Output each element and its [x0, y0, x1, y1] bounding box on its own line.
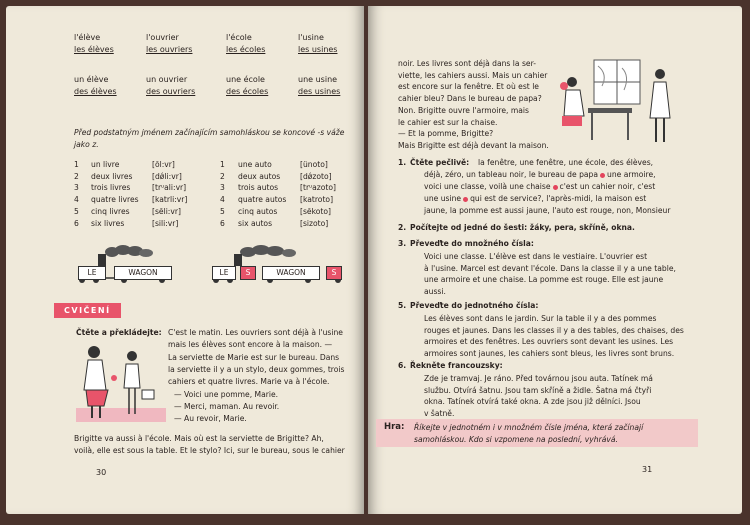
vocab-plural: les ouvriers — [146, 45, 193, 54]
exercise-line: — Voici une pomme, Marie. — [174, 389, 279, 399]
number-digit: 5 — [74, 206, 79, 216]
bullet-dot-icon — [463, 197, 468, 202]
bottom-line-1: Brigitte va aussi à l'école. Mais où est la serviette de Brigitte? Ah, — [74, 434, 324, 443]
ex6-number: 6. — [398, 361, 407, 370]
number-word: quatre livres — [91, 195, 139, 205]
number-ipa: [sẽkoto] — [300, 206, 331, 216]
ex1-line-5: jaune, la pomme est aussi jaune, l'auto est rouge, non, Monsieur — [424, 206, 671, 215]
exercise-line: La serviette de Marie est sur le bureau. Dans — [168, 352, 340, 362]
hra-line-1: Říkejte v jednotném i v množném čísle jména, která začínají — [414, 423, 644, 432]
train-car-s: S — [240, 266, 256, 280]
ex6-line: službu. Otvírá šatnu. Jsou tam skříně a židle. Šatna má čtyři — [424, 385, 652, 395]
ex3-line: une armoire et une chaise. La pomme est rouge. Elle est jaune — [424, 275, 664, 285]
right-page — [368, 6, 742, 514]
train-car-wagon: WAGON — [262, 266, 320, 280]
left-page — [6, 6, 364, 514]
ex3-line: aussi. — [424, 286, 446, 296]
train-car-s: S — [326, 266, 342, 280]
exercise-line: la serviette il y a un stylo, deux gommes, trois — [168, 364, 345, 374]
ex1-text: c'est un cahier noir, c'est — [559, 182, 656, 191]
number-word: un livre — [91, 160, 120, 169]
number-ipa: [trᵘazoto] — [300, 183, 337, 193]
ex1-line-4 — [424, 193, 646, 204]
ex1-text: une usine — [424, 194, 462, 203]
number-ipa: [dǿli:vr] — [152, 171, 182, 181]
number-word: trois autos — [238, 183, 279, 193]
number-ipa: [katrli:vr] — [152, 195, 188, 205]
ex2-title: Počítejte od jedné do šesti: žáky, pera, skříně, okna. — [410, 223, 635, 232]
vocab-singular: l'ouvrier — [146, 33, 179, 42]
exercise-line: cahiers et quatre livres. Marie va à l'école. — [168, 377, 330, 387]
exercise-line: — Merci, maman. Au revoir. — [174, 401, 280, 411]
ex6-line: okna. Tatínek otvírá také okna. A zde jsou již dělníci. Jsou — [424, 397, 641, 407]
intro-line: cahier bleu? Dans le bureau de papa? — [398, 94, 542, 104]
intro-line: Mais Brigitte est déjà devant la maison. — [398, 140, 549, 150]
vocab-plural-indef: des ouvriers — [146, 87, 196, 96]
intro-line: est encore sur la fenêtre. Et où est le — [398, 82, 539, 92]
vocab-plural: les élèves — [74, 45, 114, 54]
exercise-line: mais les élèves sont encore à la maison. — — [168, 340, 333, 350]
exercise-line: C'est le matin. Les ouvriers sont déjà à l'usine — [168, 328, 343, 337]
train-car-wagon: WAGON — [114, 266, 172, 280]
number-word: deux autos — [238, 171, 281, 181]
vocab-plural-indef: des élèves — [74, 87, 117, 96]
vocab-singular-indef: une école — [226, 75, 265, 84]
ex3-number: 3. — [398, 239, 407, 248]
number-digit: 4 — [74, 195, 79, 205]
number-digit: 5 — [220, 206, 225, 216]
ex3-line: à l'usine. Marcel est devant l'école. Dans la classe il y a une table, — [424, 263, 676, 273]
number-digit: 2 — [220, 171, 225, 181]
vocab-singular-indef: une usine — [298, 75, 338, 84]
bullet-dot-icon — [600, 173, 605, 178]
ex5-title: Převeďte do jednotného čísla: — [410, 301, 539, 310]
number-word: quatre autos — [238, 195, 287, 205]
mother-daughter-illustration — [74, 342, 170, 428]
rule-line-2: jako z. — [74, 140, 99, 149]
train-les-wagons — [208, 244, 348, 284]
ex5-number: 5. — [398, 301, 407, 310]
ex1-line-2 — [424, 169, 656, 180]
ex5-line: rouges et jaunes. Dans les classes il y a des tables, des chaises, des — [424, 325, 684, 335]
ex1-text: qui est de service?, l'après-midi, la maison est — [470, 194, 647, 203]
vocab-singular: l'école — [226, 33, 252, 42]
number-ipa: [trᵘali:vr] — [152, 183, 187, 193]
bullet-dot-icon — [553, 185, 558, 190]
ex6-line: Zde je tramvaj. Je ráno. Před továrnou jsou auta. Tatínek má — [424, 374, 653, 383]
intro-line: noir. Les livres sont déjà dans la ser- — [398, 59, 536, 68]
number-word: cinq autos — [238, 206, 278, 216]
ex5-line: armoires sont jaunes, les cahiers sont bleus, les livres sont bruns. — [424, 348, 675, 358]
intro-line: Non. Brigitte ouvre l'armoire, mais — [398, 105, 529, 115]
number-digit: 1 — [220, 160, 225, 169]
ex5-line: armoires et des fenêtres. Les ouvriers sont devant les usines. Les — [424, 337, 674, 347]
vocab-singular-indef: un élève — [74, 75, 109, 84]
number-ipa: [õl:vr] — [152, 160, 175, 169]
number-ipa: [sizoto] — [300, 218, 329, 228]
number-ipa: [sili:vr] — [152, 218, 179, 228]
number-digit: 3 — [220, 183, 225, 193]
number-ipa: [ünoto] — [300, 160, 328, 169]
room-illustration — [558, 56, 678, 148]
ex1-text: une armoire, — [607, 170, 656, 179]
ex1-text: déjà, zéro, un tableau noir, le bureau de papa — [424, 170, 599, 179]
vocab-plural: les écoles — [226, 45, 266, 54]
intro-line: viette, les cahiers aussi. Mais un cahier — [398, 70, 548, 80]
hra-box — [376, 419, 698, 447]
number-ipa: [sẽli:vr] — [152, 206, 181, 216]
vocab-plural-indef: des écoles — [226, 87, 269, 96]
ex1-text: voici une classe, voilà une chaise — [424, 182, 551, 191]
train-le-wagon — [74, 244, 184, 284]
number-word: deux livres — [91, 171, 133, 181]
page-number: 31 — [642, 465, 653, 474]
ex2-number: 2. — [398, 223, 407, 232]
hra-line-2: samohláskou. Kdo si vzpomene na poslední, vyhrává. — [414, 435, 618, 444]
ex5-line: Les élèves sont dans le jardin. Sur la table il y a des pommes — [424, 314, 657, 323]
page-number: 30 — [96, 468, 107, 477]
ex6-line: v šatně. — [424, 408, 455, 418]
number-digit: 6 — [220, 218, 225, 228]
vocab-singular: l'élève — [74, 33, 101, 42]
hra-label: Hra: — [384, 422, 405, 432]
exercise-line: — Au revoir, Marie. — [174, 414, 247, 424]
number-digit: 1 — [74, 160, 79, 169]
ex6-title: Řekněte francouzsky: — [410, 361, 503, 370]
cviceni-banner: CVIČENÍ — [54, 303, 121, 318]
number-word: six autos — [238, 218, 273, 228]
number-digit: 6 — [74, 218, 79, 228]
intro-line: — Et la pomme, Brigitte? — [398, 129, 494, 139]
number-digit: 4 — [220, 195, 225, 205]
ex1-line-3 — [424, 181, 655, 192]
train-car-le: LE — [78, 266, 106, 280]
vocab-plural: les usines — [298, 45, 338, 54]
number-word: trois livres — [91, 183, 131, 193]
number-word: cinq livres — [91, 206, 130, 216]
vocab-singular: l'usine — [298, 33, 324, 42]
exercise-label: Čtěte a překládejte: — [76, 328, 162, 337]
ex3-line: Voici une classe. L'élève est dans le vestiaire. L'ouvrier est — [424, 252, 648, 261]
vocab-plural-indef: des usines — [298, 87, 341, 96]
bottom-line-2: voilà, elle est sous la table. Et le stylo? Ici, sur le bureau, sous le cahier — [74, 446, 345, 455]
number-digit: 2 — [74, 171, 79, 181]
ex1-title: Čtěte pečlivě: — [410, 158, 470, 167]
number-ipa: [dǿzoto] — [300, 171, 332, 181]
ex1-number: 1. — [398, 158, 407, 167]
number-ipa: [katroto] — [300, 195, 334, 205]
train-car-le: LE — [212, 266, 236, 280]
rule-line-1: Před podstatným jménem začínajícím samohláskou se koncové -s váže — [74, 128, 345, 137]
intro-line: le cahier est sur la chaise. — [398, 117, 498, 127]
number-word: six livres — [91, 218, 125, 228]
number-word: une auto — [238, 160, 272, 169]
ex3-title: Převeďte do množného čísla: — [410, 239, 534, 248]
ex1-line-1: la fenêtre, une fenêtre, une école, des élèves, — [478, 158, 654, 167]
number-digit: 3 — [74, 183, 79, 193]
vocab-singular-indef: un ouvrier — [146, 75, 188, 84]
